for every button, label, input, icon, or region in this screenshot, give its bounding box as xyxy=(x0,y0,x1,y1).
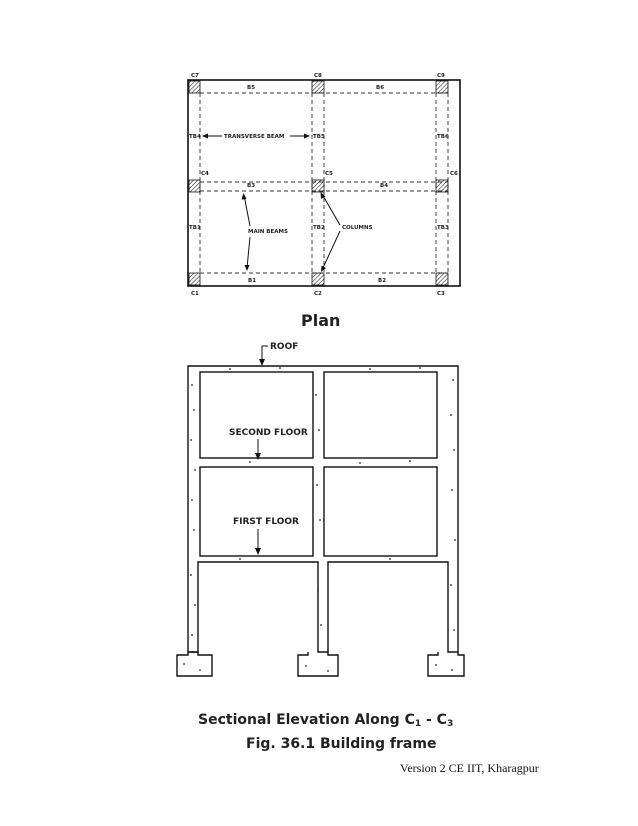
sectional-elevation xyxy=(177,342,464,676)
label-roof: ROOF xyxy=(270,342,299,352)
label-first-floor: FIRST FLOOR xyxy=(233,517,299,527)
footing-middle xyxy=(298,652,338,676)
label-b6: B6 xyxy=(376,85,385,91)
column-c2 xyxy=(312,273,324,285)
label-tb5: TB5 xyxy=(313,134,325,140)
column-c6 xyxy=(436,180,448,192)
opening-second-right xyxy=(324,372,437,458)
label-c5: C5 xyxy=(325,171,333,177)
column-c5 xyxy=(312,180,324,192)
column-c4 xyxy=(189,180,200,192)
columns-arrow-up xyxy=(322,194,340,225)
label-c7: C7 xyxy=(191,73,199,79)
label-b4: B4 xyxy=(380,183,389,189)
label-b1: B1 xyxy=(248,278,257,284)
label-tb3: TB3 xyxy=(437,225,449,231)
column-c8 xyxy=(312,81,324,93)
column-squares xyxy=(189,81,448,285)
label-tb1: TB1 xyxy=(189,225,201,231)
opening-first-right xyxy=(324,467,437,556)
figure-caption: Fig. 36.1 Building frame xyxy=(246,736,437,752)
column-c3 xyxy=(436,273,448,285)
column-c9 xyxy=(436,81,448,93)
label-tb6: TB6 xyxy=(437,134,449,140)
page-footer: Version 2 CE IIT, Kharagpur xyxy=(400,761,539,775)
main-beams-arrow-down xyxy=(247,237,250,268)
opening-first-left xyxy=(200,467,313,556)
label-tb4: TB4 xyxy=(189,134,201,140)
elevation-caption xyxy=(198,712,453,729)
main-beams-arrowhead-up xyxy=(242,193,247,200)
label-c6: C6 xyxy=(450,171,458,177)
label-b5: B5 xyxy=(247,85,256,91)
label-c8: C8 xyxy=(314,73,322,79)
transverse-arrowhead-right xyxy=(304,134,310,139)
columns-arrow-down xyxy=(322,231,340,270)
label-c3: C3 xyxy=(437,291,445,297)
plan-title: Plan xyxy=(301,311,341,330)
plan-view xyxy=(188,73,460,330)
opening-second-left xyxy=(200,372,313,458)
label-tb2: TB2 xyxy=(313,225,325,231)
label-c9: C9 xyxy=(437,73,445,79)
footing-right xyxy=(428,652,464,676)
caption-mid: - C xyxy=(421,712,447,728)
label-b2: B2 xyxy=(378,278,387,284)
label-columns: COLUMNS xyxy=(342,225,373,231)
label-b3: B3 xyxy=(247,183,256,189)
caption-prefix: Sectional Elevation Along C xyxy=(198,712,415,728)
roof-arrowhead xyxy=(259,359,265,366)
label-c1: C1 xyxy=(191,291,199,297)
footing-left xyxy=(177,652,212,676)
column-c7 xyxy=(189,81,200,93)
label-main-beams: MAIN BEAMS xyxy=(248,229,288,235)
label-second-floor: SECOND FLOOR xyxy=(229,428,308,438)
column-c1 xyxy=(189,273,200,285)
main-beams-arrow-up xyxy=(244,195,250,226)
transverse-arrowhead-left xyxy=(202,134,208,139)
caption-sub1: 1 xyxy=(414,719,422,729)
caption-sub2: 3 xyxy=(446,719,454,729)
label-c2: C2 xyxy=(314,291,322,297)
label-transverse-beam: TRANSVERSE BEAM xyxy=(224,134,285,140)
label-c4: C4 xyxy=(201,171,209,177)
main-beams-arrowhead-down xyxy=(245,265,250,271)
